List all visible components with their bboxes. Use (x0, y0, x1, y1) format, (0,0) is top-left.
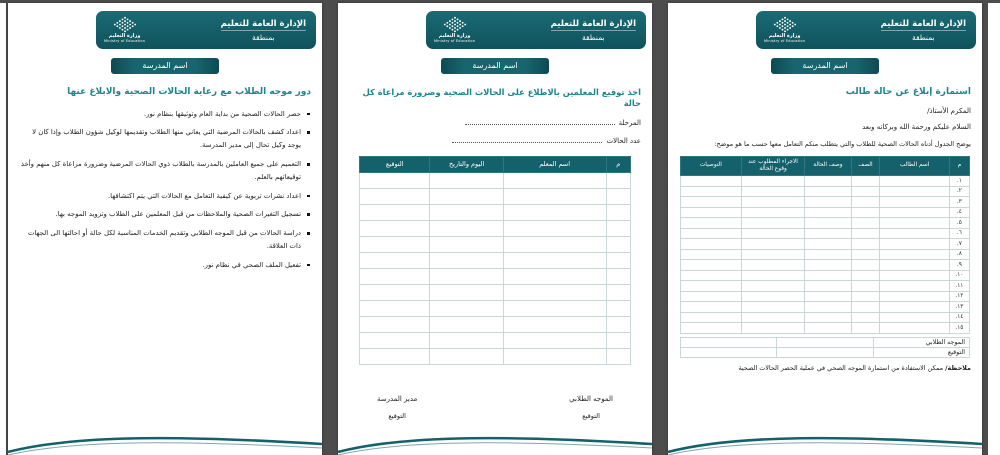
ministry-header (96, 11, 316, 49)
signature-label-cell: التوقيع (873, 347, 969, 357)
table-cell (777, 347, 873, 357)
table-cell (360, 300, 430, 316)
table-cell (430, 172, 503, 188)
table-row (681, 239, 970, 250)
table-cell (430, 236, 503, 252)
ministry-logo (434, 16, 475, 43)
table-row (360, 332, 631, 348)
table-cell (430, 188, 503, 204)
table-cell (681, 312, 742, 323)
table-row (681, 281, 970, 292)
table-cell (805, 207, 851, 218)
table-row (681, 207, 970, 218)
counselor-title-cell: الموجه الطلابي (873, 337, 969, 347)
table-cell (741, 302, 805, 313)
table-row (360, 220, 631, 236)
table-cell (741, 197, 805, 208)
ministry-logo (104, 16, 145, 43)
school-name-banner: اسم المدرسة (771, 58, 879, 74)
table-cell (503, 204, 606, 220)
table-cell (805, 228, 851, 239)
table-row (681, 249, 970, 260)
table-row (681, 302, 970, 313)
counselor-duties-list (19, 108, 311, 272)
table-cell (851, 323, 880, 334)
org-title (551, 19, 636, 42)
column-header: الاجراء المطلوب عند وقوع الحالة (741, 156, 805, 175)
column-header: اسم الطالب (880, 156, 949, 175)
table-row (360, 300, 631, 316)
table-cell (880, 281, 949, 292)
table-cell (880, 218, 949, 229)
table-row (681, 270, 970, 281)
table-cell (741, 228, 805, 239)
table-cell (851, 228, 880, 239)
cases-count-label: عدد الحالات (606, 136, 641, 145)
row-number-cell: ١١. (949, 281, 969, 292)
bullet-item: اعداد كشف بالحالات المرضية التي يعاني منها الطلاب وتقديمها لوكيل شؤون الطلاب وإذا كان لا يوجد وكيل تحال إلى مدير المدرسة. (19, 126, 311, 152)
column-header: وصف الحالة (805, 156, 851, 175)
table-cell (430, 204, 503, 220)
table-row (360, 252, 631, 268)
ministry-name-en: Ministry of Education (104, 38, 146, 43)
table-row (681, 228, 970, 239)
table-cell (851, 281, 880, 292)
column-header: اسم المعلم (503, 156, 606, 172)
cases-count-field (349, 136, 641, 145)
table-cell (880, 249, 949, 260)
table-row (681, 347, 970, 357)
table-cell (805, 260, 851, 271)
viewer-right-edge (988, 3, 1000, 455)
table-cell (606, 268, 630, 284)
table-cell (681, 207, 742, 218)
table-cell (360, 284, 430, 300)
row-number-cell: ٦. (949, 228, 969, 239)
table-cell (503, 348, 606, 364)
table-cell (503, 268, 606, 284)
table-cell (851, 249, 880, 260)
stage-dotted-line (465, 118, 615, 125)
table-cell (805, 270, 851, 281)
document-page-1 (8, 3, 322, 455)
row-number-cell: ٩. (949, 260, 969, 271)
org-title (221, 19, 306, 42)
table-cell (681, 323, 742, 334)
table-cell (606, 348, 630, 364)
page1-content (8, 87, 322, 271)
table-cell (777, 337, 873, 347)
table-cell (360, 236, 430, 252)
table-cell (430, 300, 503, 316)
signature-row (377, 395, 613, 420)
table-cell (880, 197, 949, 208)
table-cell (430, 268, 503, 284)
row-number-cell: ٨. (949, 249, 969, 260)
table-cell (805, 249, 851, 260)
table-cell (681, 186, 742, 197)
column-header: م (606, 156, 630, 172)
row-number-cell: ١٣. (949, 302, 969, 313)
table-cell (805, 312, 851, 323)
table-cell (360, 348, 430, 364)
table-cell (503, 188, 606, 204)
table-cell (681, 197, 742, 208)
table-cell (805, 281, 851, 292)
table-cell (741, 176, 805, 187)
table-row (681, 337, 970, 347)
ministry-logo (764, 16, 805, 43)
table-row (681, 197, 970, 208)
table-cell (681, 176, 742, 187)
table-cell (741, 207, 805, 218)
table-row (360, 236, 631, 252)
table-cell (360, 316, 430, 332)
table-cell (741, 218, 805, 229)
table-cell (681, 291, 742, 302)
table-cell (880, 186, 949, 197)
table-header-row (681, 156, 970, 175)
table-cell (430, 316, 503, 332)
table-cell (805, 176, 851, 187)
table-cell (805, 302, 851, 313)
table-row (360, 316, 631, 332)
table-cell (851, 176, 880, 187)
table-row (681, 186, 970, 197)
principal-title: مدير المدرسة (377, 394, 418, 403)
org-line1: الإدارة العامة للتعليم (880, 18, 966, 29)
table-cell (360, 332, 430, 348)
ministry-name-ar: وزارة التعليم (768, 33, 801, 40)
bullet-item: حصر الحالات الصحية من بداية العام وتوثيقها بنظام نور. (19, 108, 311, 121)
ministry-emblem-icon (770, 16, 800, 33)
page-title: اخذ توقيع المعلمين بالاطلاع على الحالات الصحية وضرورة مراعاة كل حالة (362, 87, 641, 108)
table-cell (360, 204, 430, 220)
table-cell (606, 172, 630, 188)
table-cell (681, 270, 742, 281)
stage-label: المرحلة (618, 118, 641, 127)
ministry-header (426, 11, 646, 49)
table-row (681, 291, 970, 302)
table-cell (851, 186, 880, 197)
bullet-item: دراسة الحالات من قبل الموجه الطلابي وتقديم الخدمات المناسبة لكل حالة أو احالتها الى الجهات ذات العلاقة. (19, 227, 311, 253)
table-cell (681, 218, 742, 229)
stage-field (349, 118, 641, 127)
school-name-banner: اسم المدرسة (111, 58, 219, 74)
table-cell (681, 228, 742, 239)
table-cell (606, 236, 630, 252)
ministry-name-en: Ministry of Education (764, 38, 806, 43)
table-row (681, 260, 970, 271)
page-title: استمارة إبلاغ عن حالة طالب (845, 87, 971, 97)
table-cell (503, 300, 606, 316)
table-cell (741, 260, 805, 271)
table-cell (606, 204, 630, 220)
row-number-cell: ٥. (949, 218, 969, 229)
footnote (679, 364, 971, 372)
footer-wave-decoration (8, 429, 322, 455)
table-cell (741, 312, 805, 323)
table-cell (681, 260, 742, 271)
table-cell (741, 186, 805, 197)
table-cell (606, 300, 630, 316)
row-number-cell: ١٠. (949, 270, 969, 281)
cases-dotted-line (452, 136, 602, 143)
table-row (681, 312, 970, 323)
bullet-item: تفعيل الملف الصحي في نظام نور. (19, 259, 311, 272)
table-cell (360, 220, 430, 236)
table-row (360, 268, 631, 284)
table-cell (851, 239, 880, 250)
column-header: الصف (851, 156, 880, 175)
org-title (881, 19, 966, 42)
table-cell (880, 323, 949, 334)
table-cell (805, 323, 851, 334)
table-cell (606, 252, 630, 268)
column-header: التوصيات (681, 156, 742, 175)
table-cell (503, 220, 606, 236)
table-cell (805, 186, 851, 197)
table-cell (503, 284, 606, 300)
row-number-cell: ٣. (949, 197, 969, 208)
table-cell (606, 316, 630, 332)
ministry-name-en: Ministry of Education (434, 38, 476, 43)
table-cell (430, 252, 503, 268)
footnote-text: ممكن الاستفادة من استمارة الموجه الصحي في عملية الحصر الحالات الصحية (738, 363, 946, 372)
table-cell (360, 188, 430, 204)
table-cell (360, 252, 430, 268)
org-line1: الإدارة العامة للتعليم (220, 18, 306, 29)
table-cell (741, 291, 805, 302)
ministry-name-ar: وزارة التعليم (108, 33, 141, 40)
table-cell (606, 220, 630, 236)
counselor-title: الموجه الطلابي (569, 394, 613, 403)
table-cell (741, 239, 805, 250)
table-cell (741, 249, 805, 260)
table-cell (880, 291, 949, 302)
table-row (360, 204, 631, 220)
table-cell (851, 270, 880, 281)
table-cell (851, 207, 880, 218)
table-cell (503, 236, 606, 252)
ministry-emblem-icon (110, 16, 140, 33)
row-number-cell: ٢. (949, 186, 969, 197)
table-cell (681, 249, 742, 260)
table-cell (880, 176, 949, 187)
table-cell (851, 218, 880, 229)
column-header: التوقيع (360, 156, 430, 172)
org-line2: بمنطقة (881, 30, 966, 42)
table-cell (741, 270, 805, 281)
org-line2: بمنطقة (551, 30, 636, 42)
table-cell (503, 316, 606, 332)
column-header: م (949, 156, 969, 175)
intro-line: يوضح الجدول أدناه الحالات الصحية للطلاب والتي يتطلب منكم التعامل معها حسب ما هو موضح: (714, 139, 971, 148)
table-row (360, 172, 631, 188)
student-counselor-signature (569, 395, 613, 420)
ministry-emblem-icon (440, 16, 470, 33)
page-title: دور موجه الطلاب مع رعاية الحالات الصحية والابلاغ عنها (67, 87, 311, 97)
table-cell (880, 207, 949, 218)
document-page-2 (338, 3, 652, 455)
table-cell (430, 348, 503, 364)
table-cell (681, 239, 742, 250)
table-cell (681, 302, 742, 313)
table-cell (430, 332, 503, 348)
row-number-cell: ١. (949, 176, 969, 187)
teacher-signature-table (359, 156, 631, 365)
table-cell (880, 260, 949, 271)
table-cell (741, 323, 805, 334)
row-number-cell: ١٤. (949, 312, 969, 323)
greeting-line: السلام عليكم ورحمة الله وبركاته وبعد (862, 122, 971, 131)
table-cell (741, 281, 805, 292)
table-cell (851, 260, 880, 271)
table-cell (503, 332, 606, 348)
page3-content (668, 87, 982, 372)
table-cell (681, 281, 742, 292)
table-cell (880, 312, 949, 323)
table-row (360, 188, 631, 204)
table-cell (606, 332, 630, 348)
table-cell (681, 347, 777, 357)
bullet-item: التعميم على جميع العاملين بالمدرسة بالطلاب ذوي الحالات المرضية وضرورة مراعاة كل منهم وأخذ توقيعاتهم بالعلم. (19, 158, 311, 184)
table-row (681, 323, 970, 334)
table-cell (851, 312, 880, 323)
row-number-cell: ٧. (949, 239, 969, 250)
org-line2: بمنطقة (221, 30, 306, 42)
table-cell (851, 197, 880, 208)
table-row (681, 176, 970, 187)
table-cell (880, 228, 949, 239)
table-cell (503, 252, 606, 268)
row-number-cell: ١٢. (949, 291, 969, 302)
table-header-row (360, 156, 631, 172)
table-cell (880, 270, 949, 281)
school-name-banner: اسم المدرسة (441, 58, 549, 74)
table-row (360, 284, 631, 300)
column-header: اليوم والتاريخ (430, 156, 503, 172)
table-cell (606, 188, 630, 204)
org-line1: الإدارة العامة للتعليم (550, 18, 636, 29)
footer-wave-decoration (338, 429, 652, 455)
table-row (681, 218, 970, 229)
table-cell (360, 268, 430, 284)
table-cell (851, 291, 880, 302)
ministry-header (756, 11, 976, 49)
table-cell (880, 239, 949, 250)
table-cell (851, 302, 880, 313)
table-cell (430, 220, 503, 236)
table-cell (681, 337, 777, 347)
table-row (360, 348, 631, 364)
table-cell (805, 197, 851, 208)
footnote-label: ملاحظة/ (945, 363, 971, 372)
bullet-item: اعداد نشرات تربوية عن كيفية التعامل مع الحالات التي يتم اكتشافها. (19, 190, 311, 203)
salutation-line: المكرم الأستاذ/ (927, 106, 971, 115)
bullet-item: تسجيل التغيرات الصحية والملاحظات من قبل المعلمين على الطلاب وتزويد الموجه بها. (19, 208, 311, 221)
table-cell (805, 239, 851, 250)
viewer-left-edge (0, 3, 6, 455)
principal-signature (377, 395, 417, 420)
ministry-name-ar: وزارة التعليم (438, 33, 471, 40)
table-cell (360, 172, 430, 188)
document-page-3 (668, 3, 982, 455)
row-number-cell: ١٥. (949, 323, 969, 334)
principal-signature-label: التوقيع (388, 411, 406, 420)
table-cell (430, 284, 503, 300)
footer-wave-decoration (668, 429, 982, 455)
student-cases-table (680, 156, 970, 334)
counselor-signature-label: التوقيع (582, 411, 600, 420)
table-cell (805, 291, 851, 302)
table-cell (805, 218, 851, 229)
page2-content (338, 87, 652, 420)
table-cell (880, 302, 949, 313)
row-number-cell: ٤. (949, 207, 969, 218)
counselor-signature-table (680, 337, 970, 358)
table-cell (503, 172, 606, 188)
table-cell (606, 284, 630, 300)
